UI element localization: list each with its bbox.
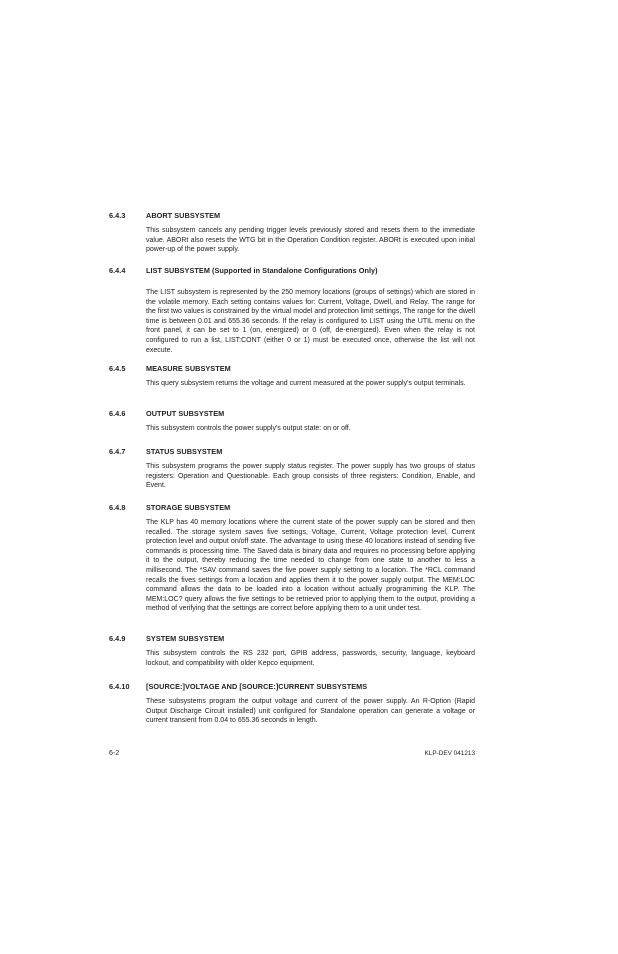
section-number: 6.4.6 — [109, 409, 126, 418]
section-title: [SOURCE:]VOLTAGE AND [SOURCE:]CURRENT SUBSYSTEMS — [146, 682, 368, 691]
section-number: 6.4.9 — [109, 634, 126, 643]
section-output-subsystem — [109, 408, 475, 434]
section-number: 6.4.7 — [109, 447, 126, 456]
section-title: OUTPUT SUBSYSTEM — [146, 409, 225, 418]
section-storage-subsystem — [109, 502, 475, 614]
page-number: 6-2 — [109, 750, 120, 757]
section-body: The LIST subsystem is represented by the 250 memory locations (groups of settings) which are stored in the volatile memory. Each setting contains values for: Current, Voltage, Dwell, and Relay. The range for the first two values is constrained by the virtual model and protection limit settings, The range for the dwell time is between 0.01 and 655.36 seconds. If the relay is configured to LIST using the UTIL menu on the front panel, it can be set to 1 (on, energized) or 0 (off, de-energized). Even when the relay is not configured to run a list, LIST:CONT (either 0 or 1) must be executed once, otherwise the list will not execute. — [146, 289, 475, 354]
section-body: This subsystem controls the RS 232 port, GPIB address, passwords, security, language, keyboard lockout, and compatibility with older Kepco equipment. — [146, 650, 475, 667]
section-heading — [109, 681, 475, 693]
section-status-subsystem — [109, 446, 475, 491]
section-number: 6.4.5 — [109, 364, 126, 373]
section-title: SYSTEM SUBSYSTEM — [146, 634, 225, 643]
section-measure-subsystem — [109, 363, 475, 389]
section-body: This query subsystem returns the voltage and current measured at the power supply's output terminals. — [146, 380, 466, 387]
section-body: This subsystem cancels any pending trigger levels previously stored and resets them to the immediate value. ABORt also resets the WTG bit in the Operation Condition register. ABORt is executed upon initial power-up of the power supply. — [146, 227, 475, 254]
section-title: STORAGE SUBSYSTEM — [146, 503, 231, 512]
section-title: LIST SUBSYSTEM (Supported in Standalone Configurations Only) — [146, 266, 378, 275]
section-heading — [109, 446, 475, 458]
section-body: These subsystems program the output voltage and current of the power supply. An R-Option (Rapid Output Discharge Circuit installed) unit configured for Standalone operation can generate a voltage or current transient from 0.04 to 655.36 seconds in length. — [146, 698, 475, 725]
section-heading — [109, 502, 475, 514]
section-abort-subsystem — [109, 210, 475, 255]
document-code: KLP-DEV 041213 — [424, 750, 475, 757]
section-number: 6.4.10 — [109, 682, 130, 691]
section-system-subsystem — [109, 633, 475, 668]
section-title: MEASURE SUBSYSTEM — [146, 364, 231, 373]
section-body: This subsystem programs the power supply status register. The power supply has two groups of status registers: Operation and Questionable. Each group consists of three registers: Condition, Enable, and Event. — [146, 463, 475, 490]
section-list-subsystem — [109, 265, 475, 355]
section-body: This subsystem controls the power supply's output state: on or off. — [146, 425, 351, 432]
section-heading — [109, 363, 475, 375]
section-heading — [109, 265, 475, 277]
section-body: The KLP has 40 memory locations where the current state of the power supply can be stored and then recalled. The storage system saves five settings, Voltage, Current, Voltage protection level, Current protection level and output on/off state. The advantage to using these 40 locations instead of sending five commands is processing time. The Saved data is binary data and requires no processing before applying it to the output, thereby reducing the time needed to change from one state to another to less a millisecond. The *SAV command saves the five power supply setting to a location. The *RCL command recalls the fives settings from a location and applies them it to the power supply output. The MEM:LOC command allows the data to be loaded into a location without actually programming the KLP. The MEM:LOC? query allows the five settings to be retrieved prior to applying them to the output, providing a method of verifying that the settings are correct before applying them to a unit under test. — [146, 519, 475, 613]
section-source-voltage-current-subsystems — [109, 681, 475, 726]
section-title: STATUS SUBSYSTEM — [146, 447, 223, 456]
section-heading — [109, 408, 475, 420]
section-heading — [109, 633, 475, 645]
section-number: 6.4.4 — [109, 266, 126, 275]
section-heading — [109, 210, 475, 222]
section-title: ABORT SUBSYSTEM — [146, 211, 221, 220]
section-number: 6.4.3 — [109, 211, 126, 220]
section-number: 6.4.8 — [109, 503, 126, 512]
